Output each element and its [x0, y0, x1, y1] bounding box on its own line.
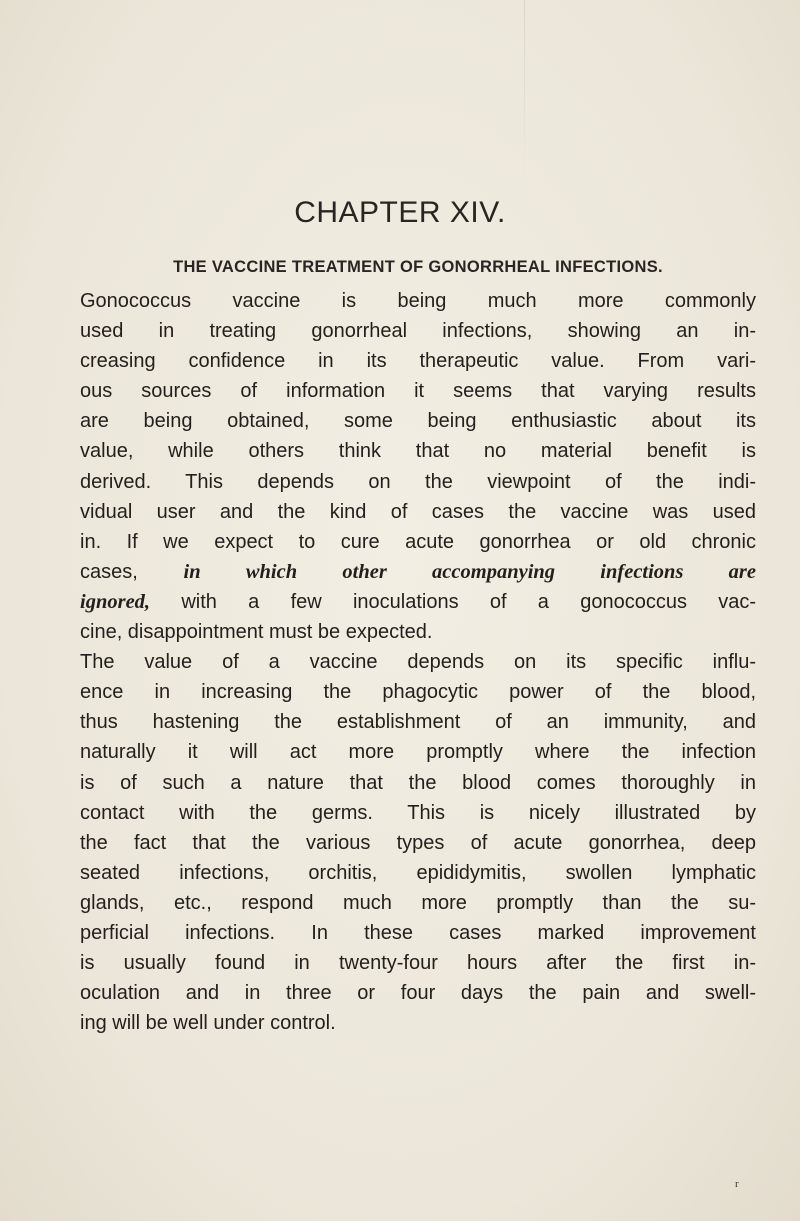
text-line: used in treating gonorrheal infections, showing an in-	[80, 320, 756, 343]
italic-text: ignored,	[80, 590, 151, 613]
paragraph-1	[80, 286, 756, 647]
text-line: naturally it will act more promptly where the infection	[80, 741, 756, 764]
text-line: seated infections, orchitis, epididymitis, swollen lymphatic	[80, 861, 756, 884]
text-line: The value of a vaccine depends on its specific influ-	[80, 651, 756, 674]
text-line: oculation and in three or four days the pain and swell-	[80, 982, 756, 1005]
text-line: creasing confidence in its therapeutic value. From vari-	[80, 350, 756, 373]
text-line: value, while others think that no material benefit is	[80, 440, 756, 463]
text-line: is usually found in twenty-four hours after the first in-	[80, 952, 756, 975]
paper-crease	[524, 0, 525, 190]
text-line: contact with the germs. This is nicely illustrated by	[80, 801, 756, 824]
text-run: cases,	[80, 560, 184, 583]
text-line: ing will be well under control.	[80, 1012, 336, 1035]
text-line: ence in increasing the phagocytic power of the blood,	[80, 681, 756, 704]
text-line: thus hastening the establishment of an immunity, and	[80, 711, 756, 734]
text-line	[80, 557, 756, 587]
text-line: is of such a nature that the blood comes thoroughly in	[80, 771, 756, 794]
text-line: are being obtained, some being enthusiastic about its	[80, 410, 756, 433]
text-line: in. If we expect to cure acute gonorrhea or old chronic	[80, 530, 756, 553]
text-run: with a few inoculations of a gonococcus vac-	[150, 590, 756, 613]
text-line: vidual user and the kind of cases the vaccine was used	[80, 500, 756, 523]
text-line: glands, etc., respond much more promptly than the su-	[80, 891, 756, 914]
text-line	[80, 587, 756, 617]
text-line: cine, disappointment must be expected.	[80, 621, 433, 644]
section-title: THE VACCINE TREATMENT OF GONORRHEAL INFECTIONS.	[173, 258, 663, 276]
text-line: perficial infections. In these cases marked improvement	[80, 921, 756, 944]
folio-mark: r	[735, 1178, 739, 1190]
italic-text: in which other accompanying infections are	[183, 560, 757, 583]
text-line: ous sources of information it seems that varying results	[80, 380, 756, 403]
text-line: Gonococcus vaccine is being much more commonly	[80, 290, 756, 312]
body-text	[80, 286, 756, 1038]
paragraph-2	[80, 647, 756, 1038]
chapter-heading: CHAPTER XIV.	[294, 196, 506, 229]
text-line: derived. This depends on the viewpoint of the indi-	[80, 470, 756, 493]
text-line: the fact that the various types of acute gonorrhea, deep	[80, 831, 756, 854]
